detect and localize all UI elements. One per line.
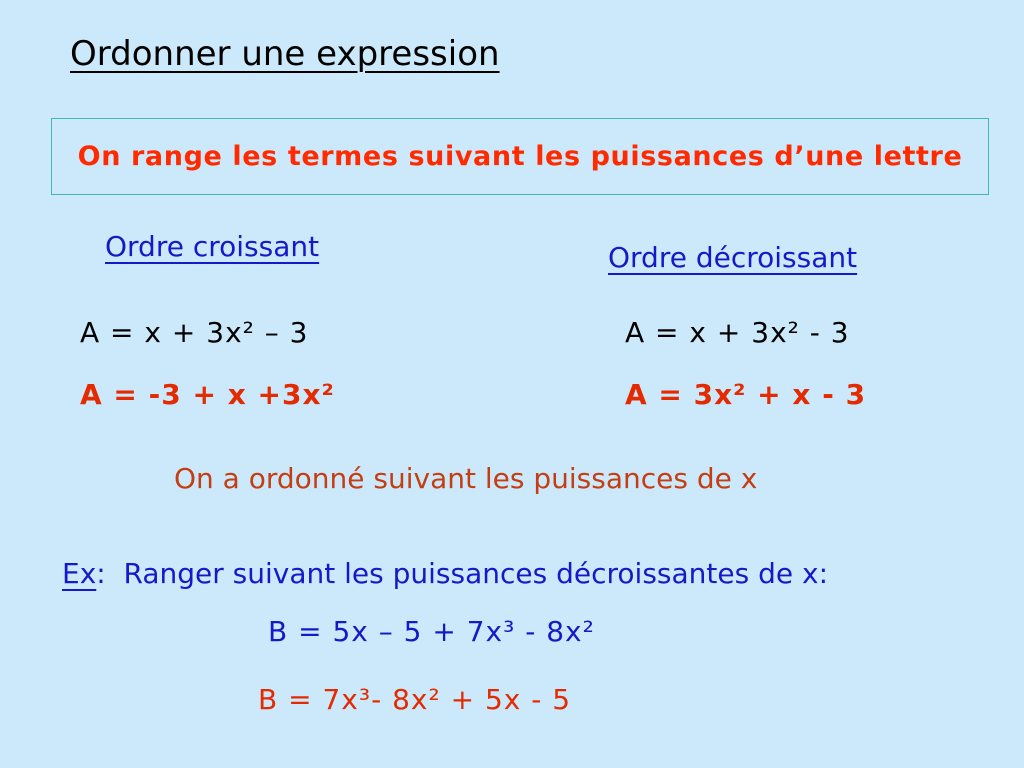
slide-title: Ordonner une expression [70,34,500,74]
descending-expression: A = x + 3x² - 3 [625,316,850,349]
example-instruction: Ranger suivant les puissances décroissantes de x: [123,557,828,590]
descending-result: A = 3x² + x - 3 [625,378,867,411]
rule-text: On range les termes suivant les puissances d’une lettre [77,141,963,172]
ascending-result: A = -3 + x +3x² [80,378,335,411]
conclusion-text: On a ordonné suivant les puissances de x [174,462,758,495]
example-answer: B = 7x³- 8x² + 5x - 5 [258,683,572,716]
ascending-heading: Ordre croissant [105,230,320,263]
example-line [62,557,828,590]
ascending-expression: A = x + 3x² – 3 [80,316,309,349]
descending-heading: Ordre décroissant [608,241,858,274]
example-label: Ex [62,557,97,590]
example-expression: B = 5x – 5 + 7x³ - 8x² [268,615,595,648]
example-label-colon: : [96,557,106,590]
rule-box [51,118,989,195]
